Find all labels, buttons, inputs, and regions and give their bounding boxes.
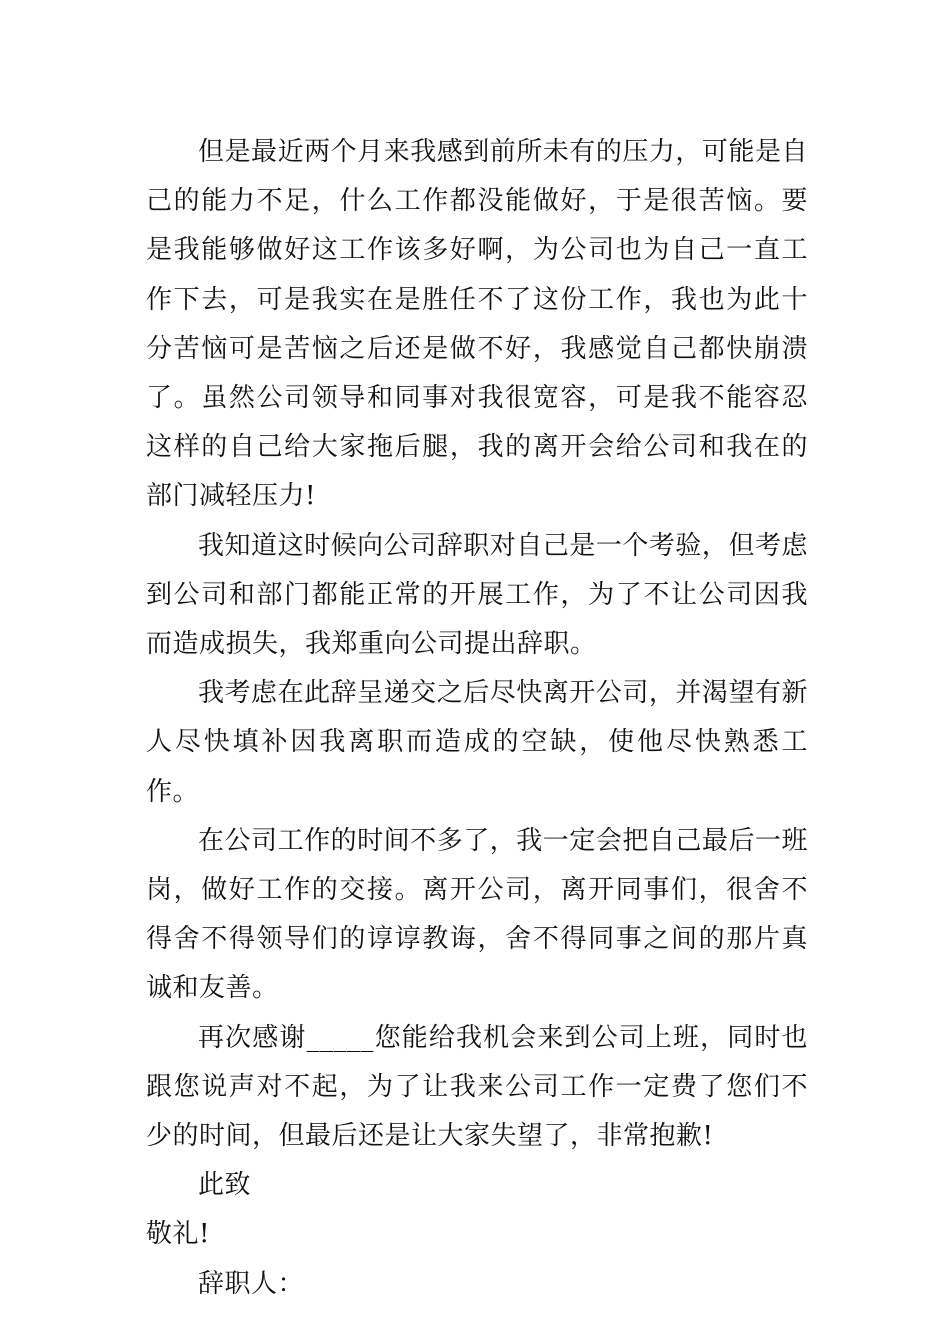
closing-regards: 敬礼! <box>146 1219 210 1250</box>
letter-body <box>146 128 808 1309</box>
paragraph-handover-plan: 我考虑在此辞呈递交之后尽快离开公司，并渴望有新人尽快填补因我离职而造成的空缺，使他尽快熟悉工作。 <box>146 678 808 807</box>
signature-label: 辞职人： <box>198 1268 305 1299</box>
paragraph-farewell: 在公司工作的时间不多了，我一定会把自己最后一班岗，做好工作的交接。离开公司，离开同事们，很舍不得舍不得领导们的谆谆教诲，舍不得同事之间的那片真诚和友善。 <box>146 825 808 1004</box>
closing-salute: 此致 <box>198 1170 252 1201</box>
paragraph-pressure: 但是最近两个月来我感到前所未有的压力，可能是自己的能力不足，什么工作都没能做好，于是很苦恼。要是我能够做好这工作该多好啊，为公司也为自己一直工作下去，可是我实在是胜任不了这份工作，我也为此十分苦恼可是苦恼之后还是做不好，我感觉自己都快崩溃了。虽然公司领导和同事对我很宽容，可是我不能容忍这样的自己给大家拖后腿，我的离开会给公司和我在的部门减轻压力! <box>146 137 808 512</box>
paragraph-resignation-reason: 我知道这时候向公司辞职对自己是一个考验，但考虑到公司和部门都能正常的开展工作，为了不让公司因我而造成损失，我郑重向公司提出辞职。 <box>146 530 808 660</box>
paragraph-thanks: 再次感谢_____您能给我机会来到公司上班，同时也跟您说声对不起，为了让我来公司工作一定费了您们不少的时间，但最后还是让大家失望了，非常抱歉! <box>146 1022 808 1152</box>
